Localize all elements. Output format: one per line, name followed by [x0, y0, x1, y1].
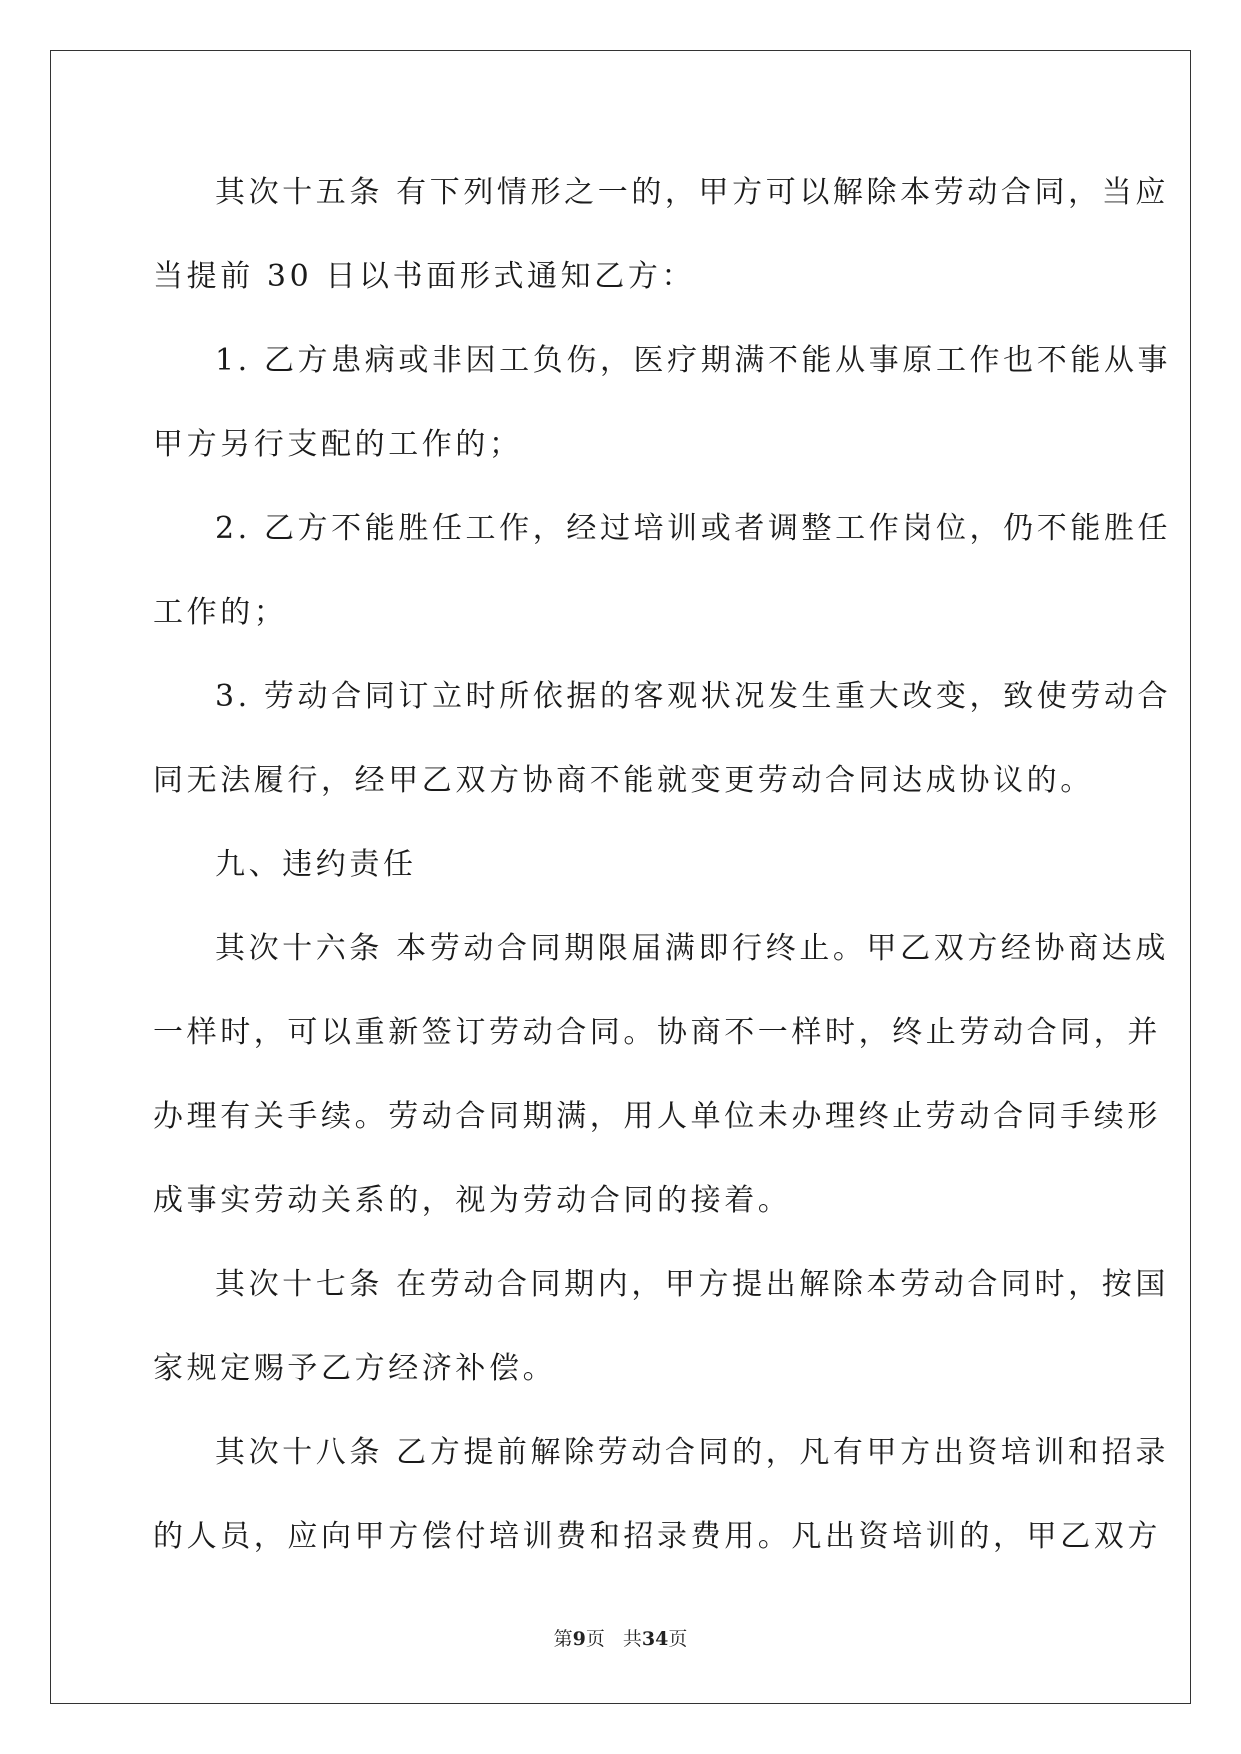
- page-prefix: 第: [553, 1628, 573, 1650]
- total-suffix: 页: [668, 1628, 688, 1650]
- list-item-2-line-2: 工作的；: [153, 595, 288, 630]
- list-item-3-line-1: 3. 劳动合同订立时所依据的客观状况发生重大改变，致使劳动合: [215, 679, 1172, 714]
- paragraph-article-16-line-3: 办理有关手续。劳动合同期满，用人单位未办理终止劳动合同手续形: [153, 1099, 1161, 1134]
- paragraph-article-16-line-4: 成事实劳动关系的，视为劳动合同的接着。: [153, 1183, 792, 1218]
- total-pages: 34: [641, 1628, 669, 1650]
- paragraph-article-16-line-2: 一样时，可以重新签订劳动合同。协商不一样时，终止劳动合同，并: [153, 1015, 1161, 1050]
- paragraph-article-15-line-2: 当提前 30 日以书面形式通知乙方：: [153, 259, 696, 294]
- total-prefix: 共: [622, 1628, 642, 1650]
- document-body: [153, 162, 1172, 1590]
- paragraph-article-17-line-1: 其次十七条 在劳动合同期内，甲方提出解除本劳动合同时，按国: [215, 1267, 1169, 1302]
- page-suffix: 页: [585, 1628, 605, 1650]
- page-footer: [0, 1624, 1241, 1651]
- paragraph-article-18-line-1: 其次十八条 乙方提前解除劳动合同的，凡有甲方出资培训和招录: [215, 1435, 1169, 1470]
- paragraph-article-18-line-2: 的人员，应向甲方偿付培训费和招录费用。凡出资培训的，甲乙双方: [153, 1519, 1161, 1554]
- section-heading-breach-liability: 九、违约责任: [215, 847, 417, 882]
- list-item-2-line-1: 2. 乙方不能胜任工作，经过培训或者调整工作岗位，仍不能胜任: [215, 511, 1172, 546]
- paragraph-article-17-line-2: 家规定赐予乙方经济补偿。: [153, 1351, 557, 1386]
- list-item-3-line-2: 同无法履行，经甲乙双方协商不能就变更劳动合同达成协议的。: [153, 763, 1094, 798]
- paragraph-article-15-line-1: 其次十五条 有下列情形之一的，甲方可以解除本劳动合同，当应: [215, 175, 1169, 210]
- list-item-1-line-2: 甲方另行支配的工作的；: [153, 427, 523, 462]
- page-number: 9: [572, 1628, 586, 1650]
- list-item-1-line-1: 1. 乙方患病或非因工负伤，医疗期满不能从事原工作也不能从事: [215, 343, 1172, 378]
- paragraph-article-16-line-1: 其次十六条 本劳动合同期限届满即行终止。甲乙双方经协商达成: [215, 931, 1169, 966]
